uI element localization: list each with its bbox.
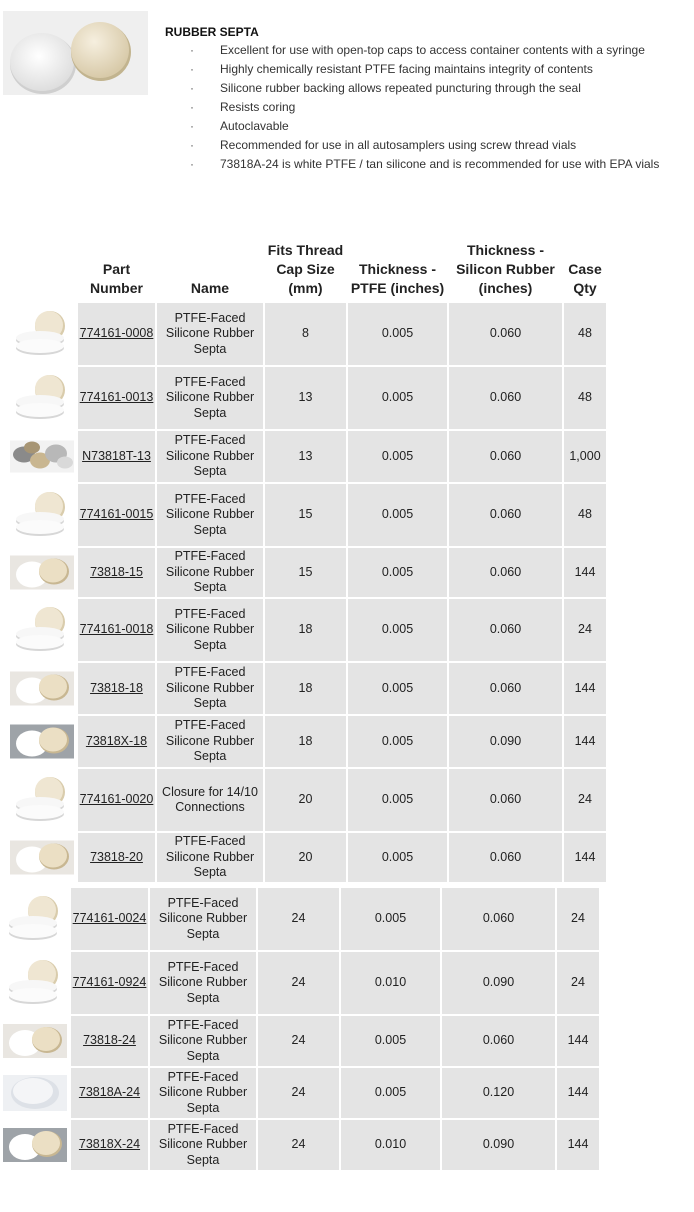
name-cell: PTFE-Faced Silicone Rubber Septa: [157, 431, 263, 482]
case-qty-cell: 144: [557, 1120, 599, 1170]
part-number-cell: [71, 888, 148, 950]
thickness-silicon-cell: 0.060: [449, 367, 562, 429]
name-cell: PTFE-Faced Silicone Rubber Septa: [150, 1120, 256, 1170]
product-thumbnail: [8, 431, 76, 482]
product-thumbnail: [8, 484, 76, 546]
part-number-link[interactable]: 774161-0924: [72, 975, 147, 990]
part-number-cell: [78, 663, 155, 714]
part-number-link[interactable]: 774161-0018: [79, 622, 154, 637]
thickness-ptfe-cell: 0.005: [341, 888, 440, 950]
bullet-icon: ·: [190, 138, 194, 152]
thickness-silicon-cell: 0.060: [449, 484, 562, 546]
cap-size-cell: 18: [265, 599, 346, 661]
name-cell: PTFE-Faced Silicone Rubber Septa: [157, 548, 263, 597]
header-case-qty: Case Qty: [564, 204, 606, 301]
case-qty-cell: 48: [564, 484, 606, 546]
part-number-cell: [78, 833, 155, 882]
product-thumbnail: [8, 716, 76, 767]
cap-size-cell: 24: [258, 1120, 339, 1170]
name-cell: PTFE-Faced Silicone Rubber Septa: [157, 716, 263, 767]
part-number-cell: [71, 952, 148, 1014]
product-thumbnail: [8, 599, 76, 661]
thickness-ptfe-cell: 0.005: [348, 769, 447, 831]
part-number-link[interactable]: 774161-0013: [79, 390, 154, 405]
table-row: [8, 431, 606, 482]
thickness-ptfe-cell: 0.010: [341, 952, 440, 1014]
feature-item: · Autoclavable: [190, 119, 289, 133]
name-cell: PTFE-Faced Silicone Rubber Septa: [150, 952, 256, 1014]
table-row: [8, 548, 606, 597]
part-number-cell: [78, 599, 155, 661]
case-qty-cell: 24: [557, 888, 599, 950]
thickness-ptfe-cell: 0.005: [348, 367, 447, 429]
thickness-ptfe-cell: 0.010: [341, 1120, 440, 1170]
bullet-icon: ·: [190, 100, 194, 114]
part-number-link[interactable]: 73818-15: [90, 564, 143, 579]
part-number-link[interactable]: 774161-0024: [72, 911, 147, 926]
part-number-link[interactable]: 73818X-24: [78, 1137, 141, 1152]
thickness-silicon-cell: 0.060: [442, 888, 555, 950]
part-number-link[interactable]: 774161-0008: [79, 326, 154, 341]
feature-item: · 73818A-24 is white PTFE / tan silicone and is recommended for use with EPA vials: [190, 157, 660, 171]
cap-size-cell: 24: [258, 1016, 339, 1066]
name-cell: PTFE-Faced Silicone Rubber Septa: [150, 1016, 256, 1066]
product-thumbnail: [8, 833, 76, 882]
thickness-silicon-cell: 0.120: [442, 1068, 555, 1118]
part-number-link[interactable]: 774161-0020: [79, 792, 154, 807]
case-qty-cell: 24: [564, 769, 606, 831]
part-number-cell: [71, 1068, 148, 1118]
case-qty-cell: 144: [557, 1068, 599, 1118]
cap-size-cell: 20: [265, 769, 346, 831]
case-qty-cell: 144: [564, 548, 606, 597]
name-cell: PTFE-Faced Silicone Rubber Septa: [157, 303, 263, 365]
name-cell: PTFE-Faced Silicone Rubber Septa: [157, 663, 263, 714]
thickness-silicon-cell: 0.090: [449, 716, 562, 767]
thickness-silicon-cell: 0.060: [449, 599, 562, 661]
cap-size-cell: 15: [265, 484, 346, 546]
part-number-cell: [78, 548, 155, 597]
thickness-ptfe-cell: 0.005: [341, 1068, 440, 1118]
table-row: [8, 367, 606, 429]
feature-item: · Recommended for use in all autosamplers using screw thread vials: [190, 138, 577, 152]
part-number-cell: [78, 367, 155, 429]
part-number-cell: [78, 431, 155, 482]
part-number-cell: [71, 1120, 148, 1170]
header-image-cell: [8, 204, 76, 301]
header-thickness-ptfe: Thickness - PTFE (inches): [348, 204, 447, 301]
part-number-link[interactable]: 774161-0015: [79, 507, 154, 522]
header-cap-size: Fits Thread Cap Size (mm): [265, 204, 346, 301]
product-thumbnail: [1, 1016, 69, 1066]
table-row: [8, 663, 606, 714]
header-name: Name: [157, 204, 263, 301]
case-qty-cell: 144: [564, 716, 606, 767]
bullet-icon: ·: [190, 119, 194, 133]
part-number-cell: [78, 769, 155, 831]
part-number-link[interactable]: 73818X-18: [85, 733, 148, 748]
case-qty-cell: 1,000: [564, 431, 606, 482]
part-number-cell: [78, 303, 155, 365]
feature-item: · Excellent for use with open-top caps to access container contents with a syringe: [190, 43, 645, 57]
table-row: [8, 716, 606, 767]
part-number-cell: [78, 484, 155, 546]
table-row: [1, 1068, 599, 1118]
case-qty-cell: 144: [557, 1016, 599, 1066]
bullet-icon: ·: [190, 81, 194, 95]
thickness-ptfe-cell: 0.005: [341, 1016, 440, 1066]
case-qty-cell: 24: [557, 952, 599, 1014]
header-part-number: Part Number: [78, 204, 155, 301]
part-number-link[interactable]: N73818T-13: [82, 448, 151, 463]
case-qty-cell: 144: [564, 833, 606, 882]
thickness-silicon-cell: 0.090: [442, 1120, 555, 1170]
thickness-ptfe-cell: 0.005: [348, 716, 447, 767]
thickness-silicon-cell: 0.060: [442, 1016, 555, 1066]
thickness-ptfe-cell: 0.005: [348, 548, 447, 597]
name-cell: Closure for 14/10 Connections: [157, 769, 263, 831]
product-title: RUBBER SEPTA: [165, 25, 259, 39]
septa-table-lower: [0, 886, 601, 1172]
cap-size-cell: 15: [265, 548, 346, 597]
table-row: [1, 952, 599, 1014]
product-thumbnail: [8, 303, 76, 365]
cap-size-cell: 20: [265, 833, 346, 882]
product-thumbnail: [8, 769, 76, 831]
bullet-icon: ·: [190, 157, 194, 171]
name-cell: PTFE-Faced Silicone Rubber Septa: [157, 833, 263, 882]
cap-size-cell: 24: [258, 1068, 339, 1118]
part-number-link[interactable]: 73818-18: [90, 680, 143, 695]
product-image: [3, 11, 148, 95]
table-row: [1, 888, 599, 950]
cap-size-cell: 8: [265, 303, 346, 365]
case-qty-cell: 48: [564, 367, 606, 429]
feature-item: · Highly chemically resistant PTFE facing maintains integrity of contents: [190, 62, 593, 76]
product-thumbnail: [1, 1120, 69, 1170]
part-number-cell: [71, 1016, 148, 1066]
name-cell: PTFE-Faced Silicone Rubber Septa: [157, 367, 263, 429]
cap-size-cell: 24: [258, 888, 339, 950]
product-thumbnail: [1, 888, 69, 950]
product-thumbnail: [8, 367, 76, 429]
part-number-link[interactable]: 73818-20: [90, 849, 143, 864]
header-thickness-silicon: Thickness - Silicon Rubber (inches): [449, 204, 562, 301]
part-number-link[interactable]: 73818A-24: [78, 1085, 141, 1100]
table-row: [8, 484, 606, 546]
product-thumbnail: [1, 952, 69, 1014]
thickness-ptfe-cell: 0.005: [348, 484, 447, 546]
bullet-icon: ·: [190, 43, 194, 57]
product-thumbnail: [8, 663, 76, 714]
table-row: [8, 303, 606, 365]
thickness-silicon-cell: 0.060: [449, 663, 562, 714]
thickness-silicon-cell: 0.060: [449, 431, 562, 482]
name-cell: PTFE-Faced Silicone Rubber Septa: [157, 599, 263, 661]
cap-size-cell: 18: [265, 716, 346, 767]
name-cell: PTFE-Faced Silicone Rubber Septa: [157, 484, 263, 546]
cap-size-cell: 13: [265, 431, 346, 482]
thickness-ptfe-cell: 0.005: [348, 431, 447, 482]
name-cell: PTFE-Faced Silicone Rubber Septa: [150, 1068, 256, 1118]
bullet-icon: ·: [190, 62, 194, 76]
cap-size-cell: 24: [258, 952, 339, 1014]
thickness-silicon-cell: 0.060: [449, 303, 562, 365]
septa-table-upper: [6, 202, 608, 884]
thickness-ptfe-cell: 0.005: [348, 663, 447, 714]
case-qty-cell: 144: [564, 663, 606, 714]
table-row: [8, 769, 606, 831]
feature-list: [190, 42, 659, 175]
septa-discs-image: [3, 11, 148, 95]
thickness-silicon-cell: 0.090: [442, 952, 555, 1014]
cap-size-cell: 18: [265, 663, 346, 714]
thickness-silicon-cell: 0.060: [449, 833, 562, 882]
table-row: [8, 599, 606, 661]
feature-item: · Silicone rubber backing allows repeated puncturing through the seal: [190, 81, 581, 95]
thickness-silicon-cell: 0.060: [449, 769, 562, 831]
table-header-row: [8, 204, 606, 301]
table-row: [8, 833, 606, 882]
table-row: [1, 1016, 599, 1066]
part-number-cell: [78, 716, 155, 767]
case-qty-cell: 48: [564, 303, 606, 365]
name-cell: PTFE-Faced Silicone Rubber Septa: [150, 888, 256, 950]
case-qty-cell: 24: [564, 599, 606, 661]
thickness-ptfe-cell: 0.005: [348, 303, 447, 365]
thickness-silicon-cell: 0.060: [449, 548, 562, 597]
thickness-ptfe-cell: 0.005: [348, 833, 447, 882]
product-thumbnail: [1, 1068, 69, 1118]
feature-item: · Resists coring: [190, 100, 296, 114]
thickness-ptfe-cell: 0.005: [348, 599, 447, 661]
cap-size-cell: 13: [265, 367, 346, 429]
part-number-link[interactable]: 73818-24: [83, 1033, 136, 1048]
product-thumbnail: [8, 548, 76, 597]
table-row: [1, 1120, 599, 1170]
